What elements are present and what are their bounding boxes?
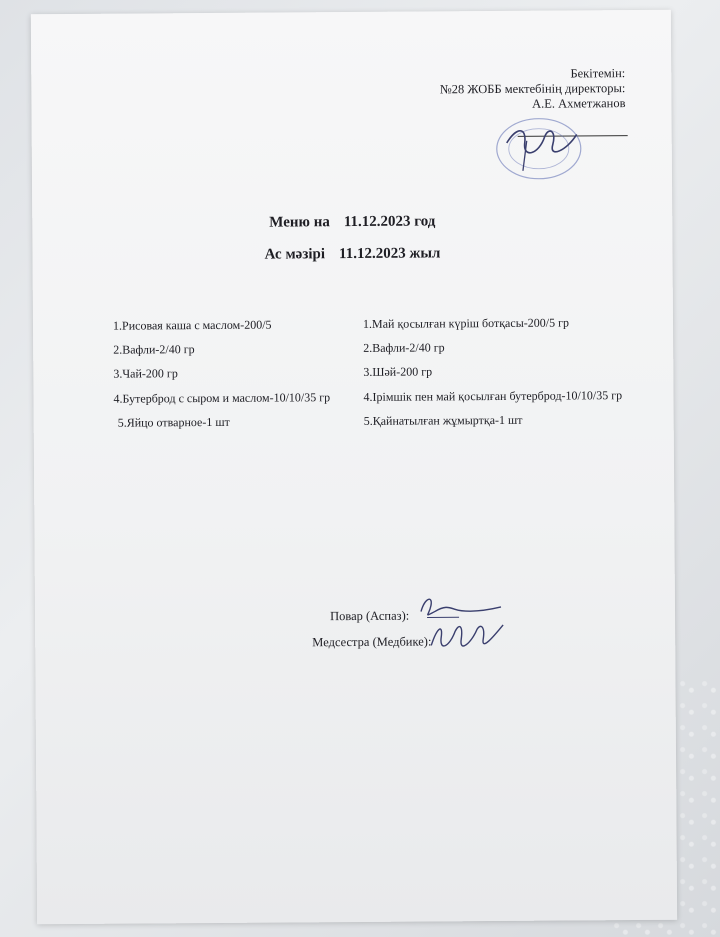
menu-item-kz: 1.Май қосылған күріш ботқасы-200/5 гр <box>362 315 570 331</box>
menu-item-kz: 2.Вафли-2/40 гр <box>363 340 445 355</box>
menu-item-kz: 4.Ірімшік пен май қосылған бутерброд-10/10/35 гр <box>363 388 623 404</box>
heading-ru-label: Меню на <box>269 214 330 231</box>
menu-item-ru: 4.Бутерброд с сыром и маслом-10/10/35 гр <box>113 390 331 406</box>
approval-position: №28 ЖОББ мектебінің директоры: <box>439 81 626 97</box>
director-stamp-signature <box>487 112 587 183</box>
heading-kz <box>32 244 672 265</box>
menu-item-ru: 5.Яйцо отварное-1 шт <box>117 414 230 430</box>
menu-item-ru: 1.Рисовая каша с маслом-200/5 <box>112 317 272 333</box>
heading-ru-date: 11.12.2023 год <box>343 213 436 231</box>
menu-item-kz: 3.Шәй-200 гр <box>363 364 433 379</box>
cook-label: Повар (Аспаз): <box>329 608 410 624</box>
nurse-label: Медсестра (Медбике): <box>312 634 432 650</box>
menu-item-ru: 3.Чай-200 гр <box>113 366 178 381</box>
heading-kz-label: Ас мәзірі <box>264 246 326 263</box>
menu-item-kz: 5.Қайнатылған жұмыртқа-1 шт <box>363 412 523 428</box>
approval-name: А.Е. Ахметжанов <box>531 96 626 111</box>
menu-item-ru: 2.Вафли-2/40 гр <box>113 342 195 357</box>
approval-title: Бекітемін: <box>570 66 626 81</box>
nurse-signature <box>427 617 507 652</box>
approval-block <box>440 66 626 112</box>
document-sheet <box>31 10 677 924</box>
heading-kz-date: 11.12.2023 жыл <box>338 245 441 263</box>
heading-ru <box>32 212 672 233</box>
